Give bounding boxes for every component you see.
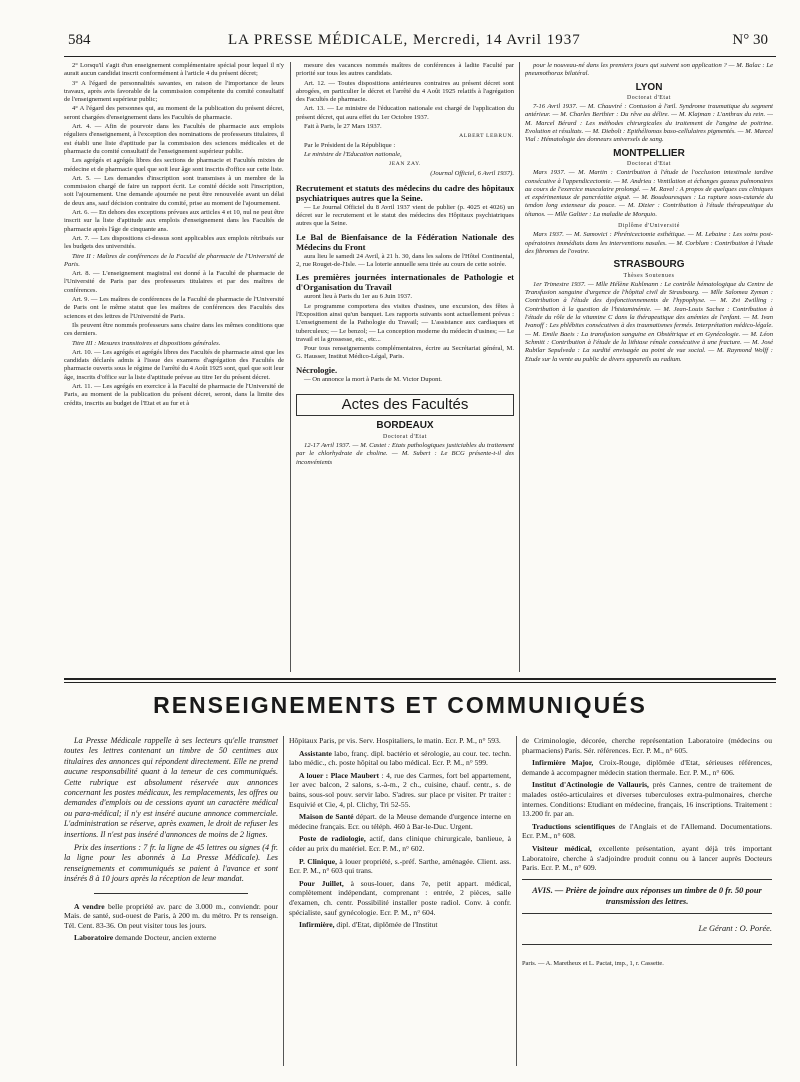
ad: Hôpitaux Paris, pr vis. Serv. Hospitaliers, le matin. Ecr. P. M., n° 593. xyxy=(289,736,501,745)
paragraph: auront lieu à Paris du 1er au 6 Juin 1937. xyxy=(304,293,413,301)
city-heading: LYON xyxy=(635,81,663,93)
ad: Infirmière Major, Croix-Rouge, diplômée d'Etat, sérieuses références, demande à accompagner médecin station thermale. Ecr. P. M., n° 606. xyxy=(522,758,772,777)
column-divider xyxy=(290,62,291,672)
avis-notice: AVIS. — Prière de joindre aux réponses un timbre de 0 fr. 50 pour transmission des lettres. xyxy=(532,885,762,906)
issue-number: N° 30 xyxy=(732,32,768,48)
ad: Poste de radiologie, actif, dans clinique chirurgicale, banlieue, à céder au prix du matériel. Ecr. P. M., n° 602. xyxy=(289,834,511,853)
paragraph: Art. 13. — Le ministre de l'éducation nationale est chargé de l'application du présent décret, qui aura effet du 1er Octobre 1937. xyxy=(296,105,514,121)
news-heading: Le Bal de Bienfaisance de la Fédération Nationale des Médecins du Front xyxy=(296,231,514,252)
paragraph: Les agrégés et agrégés libres des sections de pharmacie et Facultés mixtes de médecine et de pharmacie quel que soit leur âge sont inscrits d'office sur cette liste. xyxy=(64,157,284,173)
ad: Pour Juillet, à sous-louer, dans 7e, petit appart. médical, complètement indépendant, comprenant : entrée, 2 pièces, salle d'examen, ch. centr. Possibilité installer poste radiol. Conv. à confr. spécialiste, sauf gynécologie. Ecr. P. M., n° 604. xyxy=(289,878,511,917)
paragraph: Art. 11. — Les agrégés en exercice à la Faculté de pharmacie de l'Université de Paris, au moment de la publication du présent décret, seront, dans la limite des crédits, inscrits au budget de l'Etat et au fur et à xyxy=(64,382,284,407)
ad: A louer : Place Maubert : 4, rue des Carmes, fort bel appartement, 1er avec balcon, 2 salons, s.-à-m., 2 ch., cuisine, chauf. centr., s. de bains, sous-sol pouv. servir labo. S'adres. sur place pr visiter. Pr traiter : Esquivié et Cie, 4, pl. Clichy, Tri 52-55. xyxy=(289,770,511,809)
ad: Visiteur médical, excellente présentation, ayant déjà très important Laboratoire, cherche à s'adjoindre produit connu ou à lancer auprès Docteurs Paris. Ecr. P. M., n° 609. xyxy=(522,843,772,873)
paragraph: 2° Lorsqu'il s'agit d'un enseignement complémentaire spécial pour lequel il n'y aurait aucun candidat inscrit conformément à l'article 4 du présent décret; xyxy=(64,62,284,78)
manager-signature: Le Gérant : O. Porée. xyxy=(698,924,772,934)
news-heading: Nécrologie. xyxy=(296,364,338,375)
subheading: Doctorat d'Etat xyxy=(626,160,671,167)
section-title: Actes des Facultés xyxy=(341,396,469,414)
column-2 xyxy=(296,62,514,674)
paragraph: pour le nouveau-né dans les premiers jours qui suivent son application ? — M. Balac : Le pneumothorax bilatéral. xyxy=(525,62,773,78)
ads-column-3 xyxy=(522,736,772,1076)
prices-text: Prix des insertions : 7 fr. la ligne de 45 lettres ou signes (4 fr. la ligne pour les abonnés à La Presse Médicale). Les renseignements et communiqués se paient à l'avance et sont insérés 8 à 10 jours après la réception de leur mandat. xyxy=(64,843,278,884)
paragraph: — Le Journal Officiel du 8 Avril 1937 vient de publier (p. 4025 et 4026) un décret sur le recrutement et le statut des médecins des Hôpitaux psychiatriques autres que la Seine. xyxy=(296,203,514,228)
paragraph: Art. 8. — L'enseignement magistral est donné à la Faculté de pharmacie de l'Université de Paris par des professeurs titulaires et par des maîtres de conférences. xyxy=(64,270,284,294)
paragraph: 1er Trimestre 1937. — Mlle Hélène Kuhlmann : Le contrôle hématologique du Centre de Transfusion sanguine d'urgence de l'hôpital civil de Strasbourg. — Mlle Salomea Zyman : Contribution à l'étude des dysfonctionnements de l'hypophyse. — M. Zvi Zwilling : Contribution à la question de l'histaminémie. — M. Jean-Louis Sachez : Contribution à l'étude du rôle de la vitamine C dans la thérapeutique des anémies de l'enfant. — M. Ivan Ivanoff : Les phlébites consécutives à des traumatismes fermés. Interprétation médico-légale. — M. Emile Baeis : La transfusion sanguine en Obstétrique et en Gynécologie. — M. Léon Schmitt : Contribution à l'étude de la lithiase rénale consécutive à une fracture. — M. José Rubilar Sepulveda : La surdité envisagée au point de vue social. — M. Raymond Wolff : Etude sur la vente au public de divers appareils au radium. xyxy=(525,280,773,363)
divider xyxy=(94,893,248,894)
ad: A vendre belle propriété av. parc de 3.000 m., conviendr. pour Mais. de santé, sud-ouest de Paris, à 200 m. du métro. Pr ts renseign. Tél. Cent. 83-36. On peut visiter tous les jours. xyxy=(64,901,278,930)
city-heading: BORDEAUX xyxy=(376,420,434,432)
ad: Infirmière, dipl. d'Etat, diplômée de l'Institut xyxy=(299,920,438,930)
column-divider xyxy=(283,736,284,1066)
divider xyxy=(522,944,772,945)
paragraph: Par le Président de la République : xyxy=(304,141,396,149)
page-number: 584 xyxy=(68,32,91,48)
paragraph: Mars 1937. — M. Martin : Contribution à l'étude de l'occlusion intestinale tardive consécutive à l'appendicectomie. — M. Andrieu : Ventilation et échanges gazeux pulmonaires au cours de l'exercice musculaire prolongé. — M. Ravel : A propos de quelques cas cliniques et expérimentaux de pancréatite aiguë. — M. Boudouresques : La rupture sous-cutanée du tendon long extenseur du pouce. — M. Dizier : Contribution à l'étude thérapeutique du tétanos. — Mlle Galtier : La maladie de Morquio. xyxy=(525,169,773,218)
subheading: Doctorat d'Etat xyxy=(382,433,427,440)
paragraph: 4° A l'égard des personnes qui, au moment de la publication du présent décret, seront chargées d'enseignement dans les Facultés de pharmacie. xyxy=(64,105,284,121)
section-box xyxy=(296,394,514,416)
divider xyxy=(522,879,772,880)
subheading: Diplôme d'Université xyxy=(618,223,680,230)
paragraph: 12-17 Avril 1937. — M. Castet : Etats pathologiques justiciables du traitement par le chlorhydrate de choline. — M. Subert : Le BCG présente-t-il des inconvénients xyxy=(296,441,514,466)
paragraph: 3° A l'égard de personnalités savantes, en raison de l'importance de leurs travaux, après avis favorable de la commission compétente du comité consultatif de l'enseignement supérieur public; xyxy=(64,79,284,104)
citation: (Journal Officiel, 6 Avril 1937). xyxy=(430,169,514,177)
city-heading: STRASBOURG xyxy=(613,259,685,271)
paragraph: Art. 5. — Les demandes d'inscription sont transmises à un membre de la commission chargé de faire un rapport écrit. Le comité décide soit l'inscription, soit l'ajournement. Une demande ajournée ne peut être renouvelée avant un délai de deux ans, sauf décision contraire du comité, prise au moment de l'ajournement. xyxy=(64,174,284,207)
journal-title: LA PRESSE MÉDICALE, Mercredi, 14 Avril 1937 xyxy=(228,32,581,48)
ad: Traductions scientifiques de l'Anglais et de l'Allemand. Documentations. Ecr. P.M., n° 608. xyxy=(522,821,772,841)
news-heading: Les premières journées internationales de Pathologie et d'Organisation du Travail xyxy=(296,272,514,293)
news-heading: Recrutement et statuts des médecins du cadre des hôpitaux psychiatriques autres que la Seine. xyxy=(296,182,514,203)
paragraph: Art. 7. — Les dispositions ci-dessus sont applicables aux emplois rétribués sur les budgets des universités. xyxy=(64,234,284,251)
paragraph: Le ministre de l'Education nationale, xyxy=(304,150,402,158)
paragraph: 7-16 Avril 1937. — M. Chauviré : Contusion à l'œil. Syndrome traumatique du segment antérieur. — M. Charles Berthier : Du rêve au délire. — M. Klajman : L'anthrax du rein. — M. Marcel Bérard : Les méthodes chirurgicales du traitement de l'angine de poitrine. Evolution et résultats. — M. Diebolt : Epithéliomas baso-cellulaires pigmentés. — M. Marcel Vial : Hématologie des donneurs universels de sang. xyxy=(525,103,773,144)
subheading: Thèses Soutenues xyxy=(623,272,675,279)
header-rule xyxy=(64,56,776,57)
title-heading: Titre II : Maîtres de conférences de la Faculté de pharmacie de l'Université de Paris. xyxy=(64,252,284,268)
ad: Maison de Santé départ. de la Meuse demande d'urgence interne en médecine français. Ecr. ou téléph. 460 à Bar-le-Duc. Urgent. xyxy=(289,812,511,831)
printer-line: Paris. — A. Maretheux et L. Pactat, imp., 1, r. Cassette. xyxy=(522,959,664,967)
page-header xyxy=(68,30,768,50)
paragraph: Art. 6. — En dehors des exceptions prévues aux articles 4 et 10, nul ne peut être inscrit sur la liste d'aptitude aux emplois d'enseignement dans les Facultés de pharmacie après l'âge de cinquante ans. xyxy=(64,209,284,233)
divider xyxy=(522,913,772,914)
paragraph: Le programme comportera des visites d'usines, une excursion, des fêtes à l'Exposition ainsi qu'un banquet. Les rapports suivants sont actuellement prévus : L'enseignement de la Pathologie du Travail; — L'assistance aux cardiaques et tuberculeux; — Le benzol; — La conception moderne du médecin d'usines; — Le travail et la grossesse, etc., etc... xyxy=(296,302,514,343)
subheading: Doctorat d'Etat xyxy=(626,94,671,101)
section-rule xyxy=(64,682,776,683)
section-rule xyxy=(64,678,776,680)
paragraph: Fait à Paris, le 27 Mars 1937. xyxy=(304,123,382,131)
paragraph: Art. 10. — Les agrégés et agrégés libres des Facultés de pharmacie ainsi que les candidats déclarés admis à l'issue des examens d'agrégation des Facultés de pharmacie ouverts sous le régime de l'arrêté du 4 Août 1925 sont, quel que soit leur âge, inscrits d'office sur la liste d'aptitude prévue au titre Ier du présent décret. xyxy=(64,348,284,381)
paragraph: Mars 1937. — M. Samovici : Phrénicectomie esthétique. — M. Lebaine : Les soins post-opératoires immédiats dans les interventions nasales. — M. Corblum : Contribution à l'étude des fibromes de l'ovaire. xyxy=(525,231,773,255)
ad: Laboratoire demande Docteur, ancien externe xyxy=(74,933,217,943)
paragraph: Art. 4. — Afin de pourvoir dans les Facultés de pharmacie aux emplois réguliers d'enseignement, à l'exception des nominations de professeurs titulaires, il est établi une liste d'aptitude par la commission des sciences médicales et de pharmacie du comité consultatif de l'enseignement supérieur public. xyxy=(64,123,284,155)
paragraph: mesure des vacances nommés maîtres de conférences à ladite Faculté par priorité sur tous les autres candidats. xyxy=(296,62,514,78)
ads-column-1 xyxy=(64,736,278,1076)
city-heading: MONTPELLIER xyxy=(613,147,685,159)
ad: P. Clinique, à louer propriété, s.-préf. Sarthe, aménagée. Client. ass. Ecr. P. M., n° 603 qui trans. xyxy=(289,856,511,876)
ad: de Criminologie, décorée, cherche représentation Laboratoire (médecins ou pharmaciens) Paris. Sér. références. Ecr. P. M., n° 605. xyxy=(522,736,772,755)
paragraph: Art. 9. — Les maîtres de conférences de la Faculté de pharmacie de l'Université de Paris ont le même statut que les maîtres de conférences des Facultés des sciences et des lettres de l'Université de Paris. xyxy=(64,296,284,320)
ads-column-2 xyxy=(289,736,511,1076)
column-1 xyxy=(64,62,284,674)
paragraph: Ils peuvent être nommés professeurs sans chaire dans les mêmes conditions que ces derniers. xyxy=(64,321,284,338)
signature: JEAN ZAY. xyxy=(388,161,422,168)
notice-text: La Presse Médicale rappelle à ses lecteurs qu'elle transmet toutes les lettres contenant un timbre de 50 centimes aux titulaires des annonces qui répondent directement. Elle ne prend aucune responsabilité quant à la teneur de ces communiqués. Cette rubrique est absolument réservée aux annonces concernant les postes médicaux, les remplacements, les offres ou demandes d'emplois ou de cessions ayant un caractère médical ou para-médical; il n'y est inséré aucune annonce commerciale. L'administration se réserve, après examen, le droit de refuser les insertions. Il n'est pas inséré d'annonces de moins de 2 lignes. xyxy=(64,736,278,839)
title-heading: Titre III : Mesures transitoires et dispositions générales. xyxy=(72,339,221,347)
paragraph: aura lieu le samedi 24 Avril, à 21 h. 30, dans les salons de l'Hôtel Continental, 2, rue Rouget-de-l'Isle. — La loterie annuelle sera tirée au cours de cette soirée. xyxy=(296,252,514,269)
signature: ALBERT LEBRUN. xyxy=(459,133,514,140)
section-title: RENSEIGNEMENTS ET COMMUNIQUÉS xyxy=(153,692,647,718)
column-divider xyxy=(519,62,520,672)
paragraph: Pour tous renseignements complémentaires, écrire au Secrétariat général, M. G. Hausser, Institut Médico-Légal, Paris. xyxy=(296,345,514,361)
paragraph: — On annonce la mort à Paris de M. Victor Dupont. xyxy=(304,375,442,383)
ad: Assistante labo, franç. dipl. bactério et sérologie, au cour. tec. techn. labo médic., ch. poste hôpital ou labo médical. Ecr. P. M., n° 599. xyxy=(289,748,511,768)
paragraph: Art. 12. — Toutes dispositions antérieures contraires au présent décret sont abrogées, en particulier le décret et l'arrêté du 4 Août 1925 relatifs à l'agrégation des Facultés de pharmacie. xyxy=(296,79,514,104)
column-3 xyxy=(525,62,773,674)
column-divider xyxy=(516,736,517,1066)
ad: Institut d'Actinologie de Vallauris, près Cannes, centre de traitement de malades ostéo-articulaires et diverses tuberculoses extra-pulmonaires, cherche internes. Conditions: Etudiant en médecine, français, 16 inscriptions. Traitement : 13.200 fr. par an. xyxy=(522,780,772,819)
